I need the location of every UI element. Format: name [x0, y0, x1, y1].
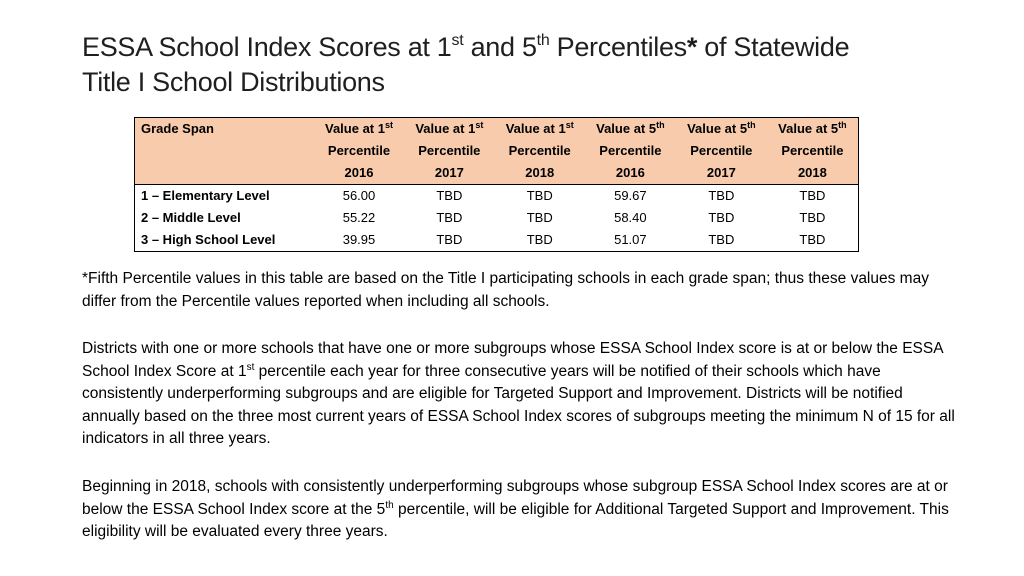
column-header-percentile: Percentile — [767, 140, 859, 162]
title-superscript: th — [536, 32, 550, 49]
paragraph-text: percentile each year for three consecutive years will be notified of their schools which have consistently underperforming subgroups and are eligible for Targeted Support and Improvement. Districts will be notified annually based on the three most current years of ESSA School Index scores of subgroups meeting the minimum N of 15 for all indicators in all three years. — [82, 362, 955, 447]
table-cell: TBD — [526, 188, 553, 203]
table-cell: TBD — [436, 232, 463, 247]
table-row — [135, 229, 859, 252]
page-title — [82, 30, 982, 100]
additional-support-paragraph — [82, 476, 962, 544]
table-cell: TBD — [436, 188, 463, 203]
table-row — [135, 207, 859, 229]
column-header-year: 2018 — [495, 162, 585, 185]
column-header-year: 2018 — [767, 162, 859, 185]
table-row — [135, 185, 859, 208]
table-cell: TBD — [799, 232, 826, 247]
row-label: 3 – High School Level — [141, 232, 276, 247]
table-cell: TBD — [708, 232, 735, 247]
row-label: 1 – Elementary Level — [141, 188, 270, 203]
title-text: Percentiles — [549, 32, 687, 62]
column-header: Value at 1st — [495, 118, 585, 141]
title-superscript: st — [451, 32, 464, 49]
table-body — [135, 185, 859, 252]
table-cell: TBD — [799, 188, 826, 203]
title-text: of Statewide — [697, 32, 850, 62]
paragraph-superscript: st — [246, 361, 255, 373]
column-header: Value at 1st — [314, 118, 404, 141]
paragraph-text: Beginning in 2018, schools with consistently underperforming subgroups whose subgroup ESSA School Index scores are at or below the ESSA School Index score at the 5 — [82, 478, 948, 518]
footnote-paragraph: *Fifth Percentile values in this table are based on the Title I participating schools in each grade span; thus these values may differ from the Percentile values reported when including all schools. — [82, 270, 929, 310]
column-header-year: 2016 — [585, 162, 676, 185]
title-text: and 5 — [463, 32, 537, 62]
column-header-percentile: Percentile — [676, 140, 767, 162]
table-cell: 58.40 — [614, 210, 647, 225]
paragraph-superscript: th — [385, 499, 394, 511]
title-text: Title I School Distributions — [82, 67, 385, 97]
table-cell: 39.95 — [342, 232, 376, 247]
table-cell: TBD — [526, 232, 553, 247]
column-header-year: 2016 — [314, 162, 404, 185]
column-header-year: 2017 — [404, 162, 494, 185]
column-header-year: 2017 — [676, 162, 767, 185]
table-cell: 55.22 — [342, 210, 376, 225]
paragraph-text: percentile, will be eligible for Additional Targeted Support and Improvement. This eligibility will be evaluated every three years. — [82, 500, 949, 540]
title-text: ESSA School Index Scores at 1 — [82, 32, 452, 62]
column-header: Value at 5th — [767, 118, 859, 141]
column-header-percentile: Percentile — [314, 140, 404, 162]
table-cell: TBD — [436, 210, 463, 225]
table-cell: TBD — [526, 210, 553, 225]
paragraph-text: Districts with one or more schools that have one or more subgroups whose ESSA School Index score is at or below the ESSA School Index Score at 1 — [82, 340, 943, 380]
column-header-percentile: Percentile — [585, 140, 676, 162]
table-cell: TBD — [708, 188, 735, 203]
table-cell: TBD — [708, 210, 735, 225]
targeted-support-paragraph — [82, 338, 962, 451]
table-cell: 59.67 — [614, 188, 647, 203]
column-header: Value at 5th — [585, 118, 676, 141]
column-header-percentile: Percentile — [495, 140, 585, 162]
table-cell: 51.07 — [614, 232, 647, 247]
column-header: Value at 5th — [676, 118, 767, 141]
grade-span-header: Grade Span — [135, 118, 314, 185]
column-header-percentile: Percentile — [404, 140, 494, 162]
column-header: Value at 1st — [404, 118, 494, 141]
index-scores-table — [134, 117, 859, 252]
table-cell: TBD — [799, 210, 826, 225]
table-cell: 56.00 — [342, 188, 376, 203]
row-label: 2 – Middle Level — [141, 210, 241, 225]
table-header — [135, 118, 859, 185]
title-asterisk: * — [686, 32, 698, 62]
